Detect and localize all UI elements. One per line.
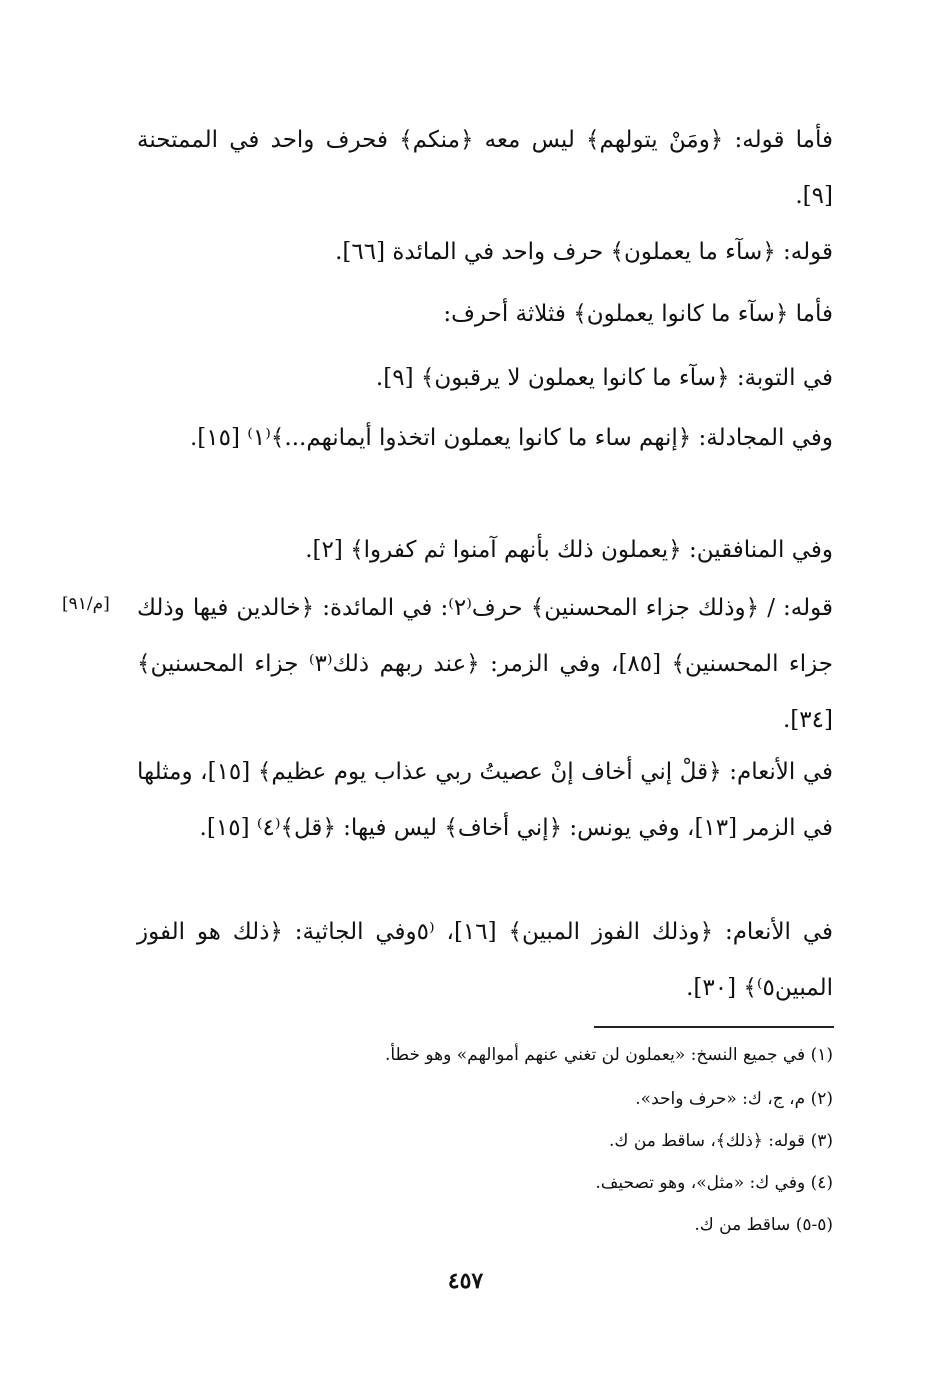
footnote-2: (٢) م، ج، ك: «حرف واحد». — [635, 1089, 833, 1109]
footnote-1: (١) في جميع النسخ: «يعملون لن تغني عنهم أموالهم» وهو خطأ. — [384, 1045, 833, 1065]
page-number: ٤٥٧ — [447, 1268, 484, 1294]
paragraph-7: قوله: / ﴿وذلك جزاء المحسنين﴾ حرف⁽٢⁾: في المائدة: ﴿خالدين فيها وذلك جزاء المحسنين﴾ [٨٥]، وفي الزمر: ﴿عند ربهم ذلك⁽٣⁾ جزاء المحسنين﴾ [٣٤]. — [137, 595, 833, 733]
paragraph-4: في التوبة: ﴿سآء ما كانوا يعملون لا يرقبون﴾ [٩]. — [375, 365, 833, 391]
margin-note: [م/٩١] — [62, 594, 110, 614]
footnote-5: (٥-٥) ساقط من ك. — [694, 1215, 833, 1235]
paragraph-5: وفي المجادلة: ﴿إنهم ساء ما كانوا يعملون اتخذوا أيمانهم...﴾⁽١⁾ [١٥]. — [189, 425, 833, 451]
paragraph-1: فأما قوله: ﴿ومَنْ يتولهم﴾ ليس معه ﴿منكم﴾ فحرف واحد في الممتحنة [٩]. — [137, 127, 833, 209]
paragraph-6: وفي المنافقين: ﴿يعملون ذلك بأنهم آمنوا ثم كفروا﴾ [٢]. — [305, 537, 833, 563]
paragraph-3: فأما ﴿سآء ما كانوا يعملون﴾ فثلاثة أحرف: — [443, 301, 833, 327]
footnote-3: (٣) قوله: ﴿ذلك﴾، ساقط من ك. — [609, 1131, 833, 1151]
paragraph-2: قوله: ﴿سآء ما يعملون﴾ حرف واحد في المائدة [٦٦]. — [335, 239, 833, 265]
footnote-4: (٤) وفي ك: «مثل»، وهو تصحيف. — [595, 1173, 833, 1193]
paragraph-8: في الأنعام: ﴿قلْ إني أخاف إنْ عصيتُ ربي عذاب يوم عظيم﴾ [١٥]، ومثلها في الزمر [١٣]، وفي يونس: ﴿إني أخاف﴾ ليس فيها: ﴿قل﴾⁽٤⁾ [١٥]. — [137, 759, 833, 841]
footnote-separator — [594, 1026, 834, 1028]
paragraph-9: في الأنعام: ﴿وذلك الفوز المبين﴾ [١٦]، ⁽٥وفي الجاثية: ﴿ذلك هو الفوز المبين٥⁾﴾ [٣٠]. — [137, 919, 833, 1001]
